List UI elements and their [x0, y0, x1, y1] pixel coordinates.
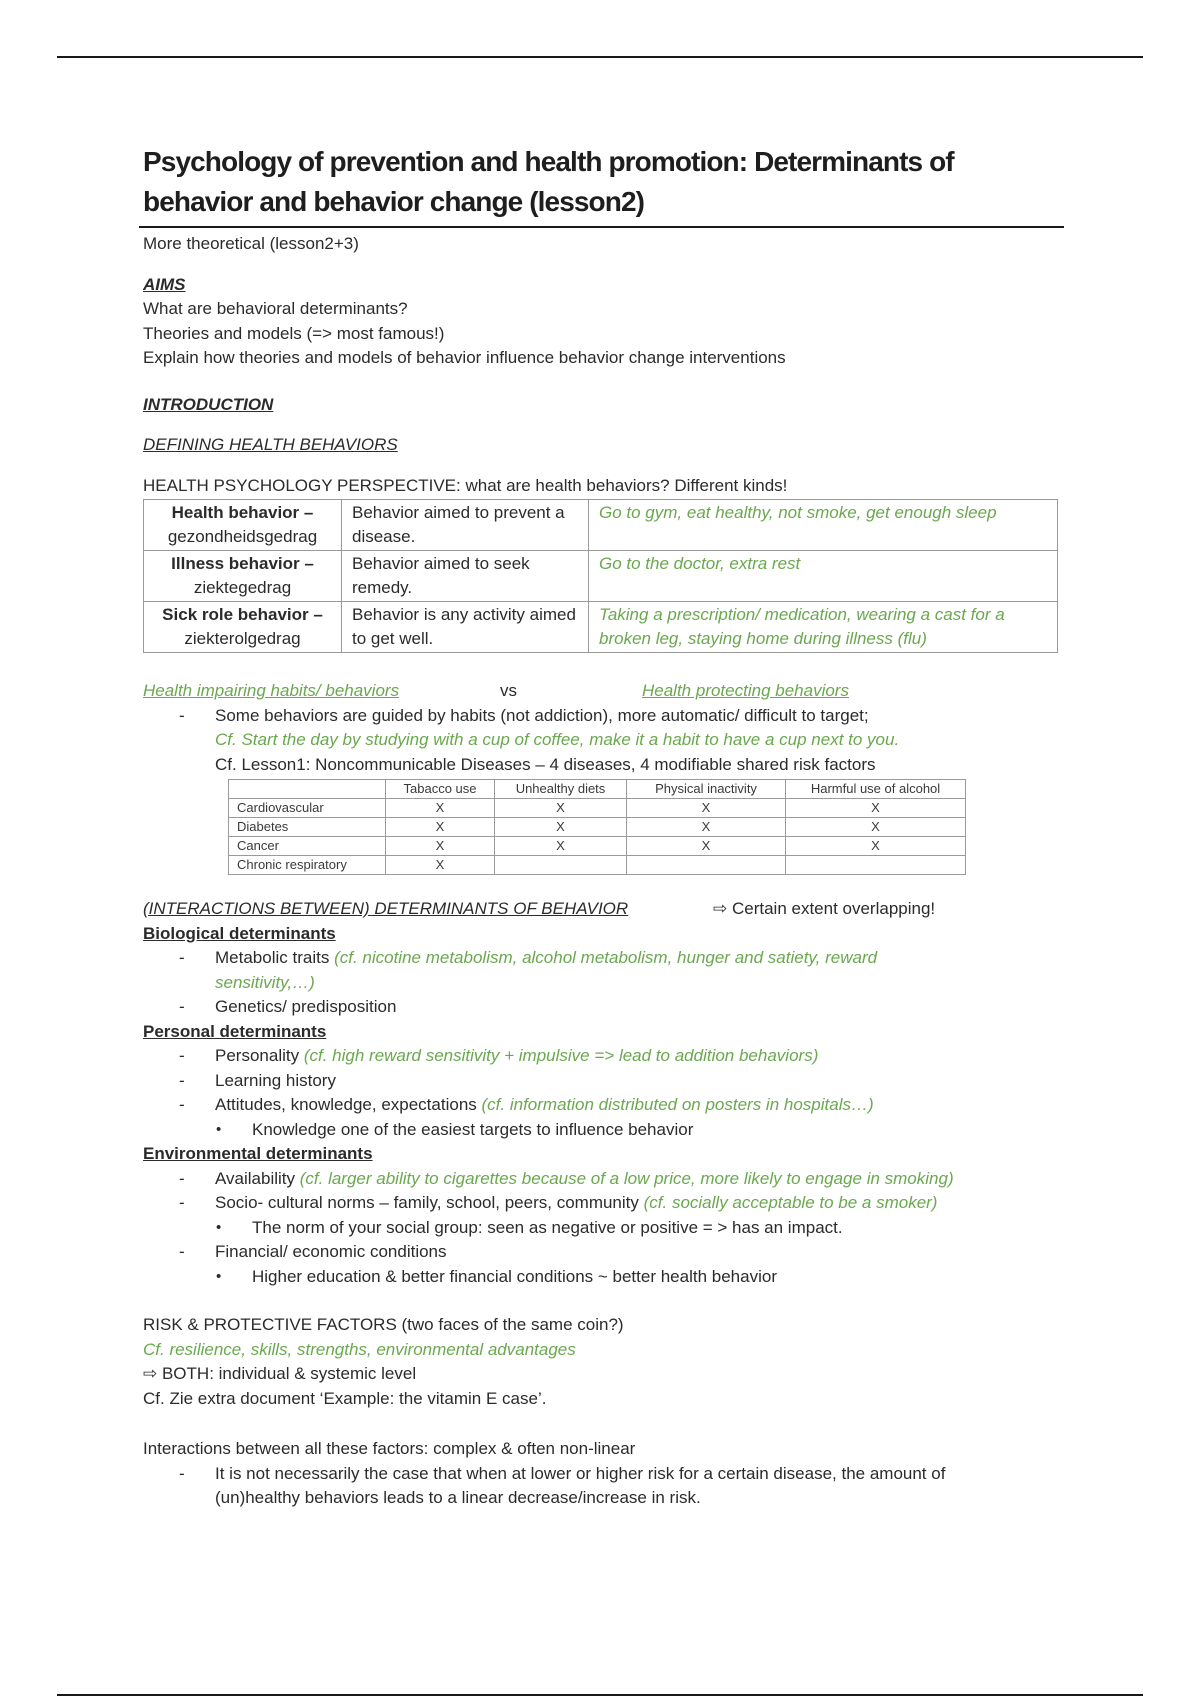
table-cell: X	[495, 837, 627, 856]
list-item: - Availability (cf. larger ability to cigarettes because of a low price, more likely to engage in smoking)	[143, 1167, 1060, 1192]
table-row	[229, 837, 966, 856]
table-cell: X	[495, 818, 627, 837]
table-row	[229, 799, 966, 818]
list-item: - Genetics/ predisposition	[143, 995, 1060, 1020]
aims-item: Theories and models (=> most famous!)	[143, 323, 445, 343]
table-cell: Diabetes	[229, 818, 386, 837]
table-cell	[495, 856, 627, 875]
behavior-example-cell: Taking a prescription/ medication, wearing a cast for a broken leg, staying home during illness (flu)	[589, 602, 1058, 653]
document-page	[143, 142, 1060, 1511]
bullet-item: • Higher education & better financial conditions ~ better health behavior	[143, 1265, 1060, 1290]
page-bottom-rule	[57, 1694, 1143, 1696]
table-row	[229, 818, 966, 837]
list-item-continuation: (un)healthy behaviors leads to a linear decrease/increase in risk.	[215, 1488, 701, 1507]
list-item: - Personality (cf. high reward sensitivity + impulsive => lead to addition behaviors)	[143, 1044, 1060, 1069]
title-underline	[139, 226, 1064, 228]
vitamin-e-reference: Cf. Zie extra document ‘Example: the vitamin E case’.	[143, 1388, 547, 1408]
table-cell: Cardiovascular	[229, 799, 386, 818]
table-cell: X	[786, 799, 966, 818]
environmental-determinants-heading: Environmental determinants	[143, 1144, 373, 1163]
table-header-cell: Unhealthy diets	[495, 780, 627, 799]
aims-heading: AIMS	[143, 274, 186, 294]
table-cell: X	[386, 818, 495, 837]
behavior-type-cell: Sick role behavior – ziekterolgedrag	[144, 602, 342, 653]
behavior-example-cell: Go to the doctor, extra rest	[589, 551, 1058, 602]
risk-both-levels: ⇨ BOTH: individual & systemic level	[143, 1364, 417, 1383]
health-protecting-label: Health protecting behaviors	[642, 681, 849, 700]
lesson1-reference: Cf. Lesson1: Noncommunicable Diseases – 4 diseases, 4 modifiable shared risk factors	[215, 754, 876, 774]
table-cell: X	[627, 818, 786, 837]
list-item: - Socio- cultural norms – family, school, peers, community (cf. socially acceptable to be a smoker)	[143, 1191, 1060, 1216]
behavior-definition-cell: Behavior aimed to seek remedy.	[342, 551, 589, 602]
list-item: - Attitudes, knowledge, expectations (cf. information distributed on posters in hospitals…)	[143, 1093, 1060, 1118]
list-item-continuation: sensitivity,…)	[215, 972, 315, 992]
health-impairing-label: Health impairing habits/ behaviors	[143, 681, 400, 700]
list-item: - Financial/ economic conditions	[143, 1240, 1060, 1265]
behavior-type-cell: Illness behavior – ziektegedrag	[144, 551, 342, 602]
list-item: - It is not necessarily the case that when at lower or higher risk for a certain disease, the amount of	[143, 1462, 1060, 1487]
habits-point: - Some behaviors are guided by habits (not addiction), more automatic/ difficult to target;	[143, 704, 1060, 729]
aims-item: What are behavioral determinants?	[143, 299, 408, 318]
habits-example: Cf. Start the day by studying with a cup of coffee, make it a habit to have a cup next to you.	[215, 730, 900, 749]
introduction-heading: INTRODUCTION	[143, 394, 274, 414]
table-cell: Chronic respiratory	[229, 856, 386, 875]
table-cell	[786, 856, 966, 875]
aims-item: Explain how theories and models of behavior influence behavior change interventions	[143, 348, 786, 367]
page-title: Psychology of prevention and health promotion: Determinants of behavior and behavior change (lesson2)	[143, 146, 954, 217]
risk-protective-heading: RISK & PROTECTIVE FACTORS (two faces of the same coin?)	[143, 1315, 624, 1334]
health-psychology-perspective: HEALTH PSYCHOLOGY PERSPECTIVE: what are health behaviors? Different kinds!	[143, 475, 788, 495]
list-item: - Learning history	[143, 1069, 1060, 1094]
table-cell: Cancer	[229, 837, 386, 856]
table-cell: X	[495, 799, 627, 818]
defining-health-behaviors-heading: DEFINING HEALTH BEHAVIORS	[143, 435, 398, 454]
table-cell: X	[386, 856, 495, 875]
table-cell: X	[386, 837, 495, 856]
table-row	[144, 602, 1058, 653]
table-header-cell: Physical inactivity	[627, 780, 786, 799]
versus-label: vs	[500, 681, 517, 700]
risk-example: Cf. resilience, skills, strengths, environmental advantages	[143, 1339, 576, 1359]
behavior-definition-cell: Behavior aimed to prevent a disease.	[342, 500, 589, 551]
determinants-heading: (INTERACTIONS BETWEEN) DETERMINANTS OF BEHAVIOR	[143, 899, 629, 918]
table-cell: X	[786, 818, 966, 837]
table-header-cell: Harmful use of alcohol	[786, 780, 966, 799]
table-row	[144, 500, 1058, 551]
ncd-risk-factor-table	[228, 779, 966, 875]
table-header-cell: Tabacco use	[386, 780, 495, 799]
bullet-item: • The norm of your social group: seen as negative or positive = > has an impact.	[143, 1216, 1060, 1241]
biological-determinants-heading: Biological determinants	[143, 923, 336, 943]
behavior-definition-cell: Behavior is any activity aimed to get well.	[342, 602, 589, 653]
table-row	[144, 551, 1058, 602]
list-item: - Metabolic traits (cf. nicotine metabolism, alcohol metabolism, hunger and satiety, reward	[143, 946, 1060, 971]
table-header-cell	[229, 780, 386, 799]
behavior-type-cell: Health behavior – gezondheidsgedrag	[144, 500, 342, 551]
table-cell	[627, 856, 786, 875]
health-behavior-table	[143, 499, 1058, 653]
table-header-row	[229, 780, 966, 799]
table-cell: X	[786, 837, 966, 856]
interactions-heading: Interactions between all these factors: complex & often non-linear	[143, 1439, 636, 1458]
bullet-item: • Knowledge one of the easiest targets to influence behavior	[143, 1118, 1060, 1143]
table-cell: X	[627, 837, 786, 856]
table-cell: X	[386, 799, 495, 818]
determinants-heading-row	[143, 897, 1060, 922]
table-row	[229, 856, 966, 875]
personal-determinants-heading: Personal determinants	[143, 1021, 327, 1041]
table-cell: X	[627, 799, 786, 818]
behavior-example-cell: Go to gym, eat healthy, not smoke, get enough sleep	[589, 500, 1058, 551]
overlap-note: ⇨ Certain extent overlapping!	[713, 899, 936, 918]
subtitle: More theoretical (lesson2+3)	[143, 234, 359, 253]
page-top-rule	[57, 56, 1143, 58]
habits-comparison-row	[143, 679, 1060, 704]
